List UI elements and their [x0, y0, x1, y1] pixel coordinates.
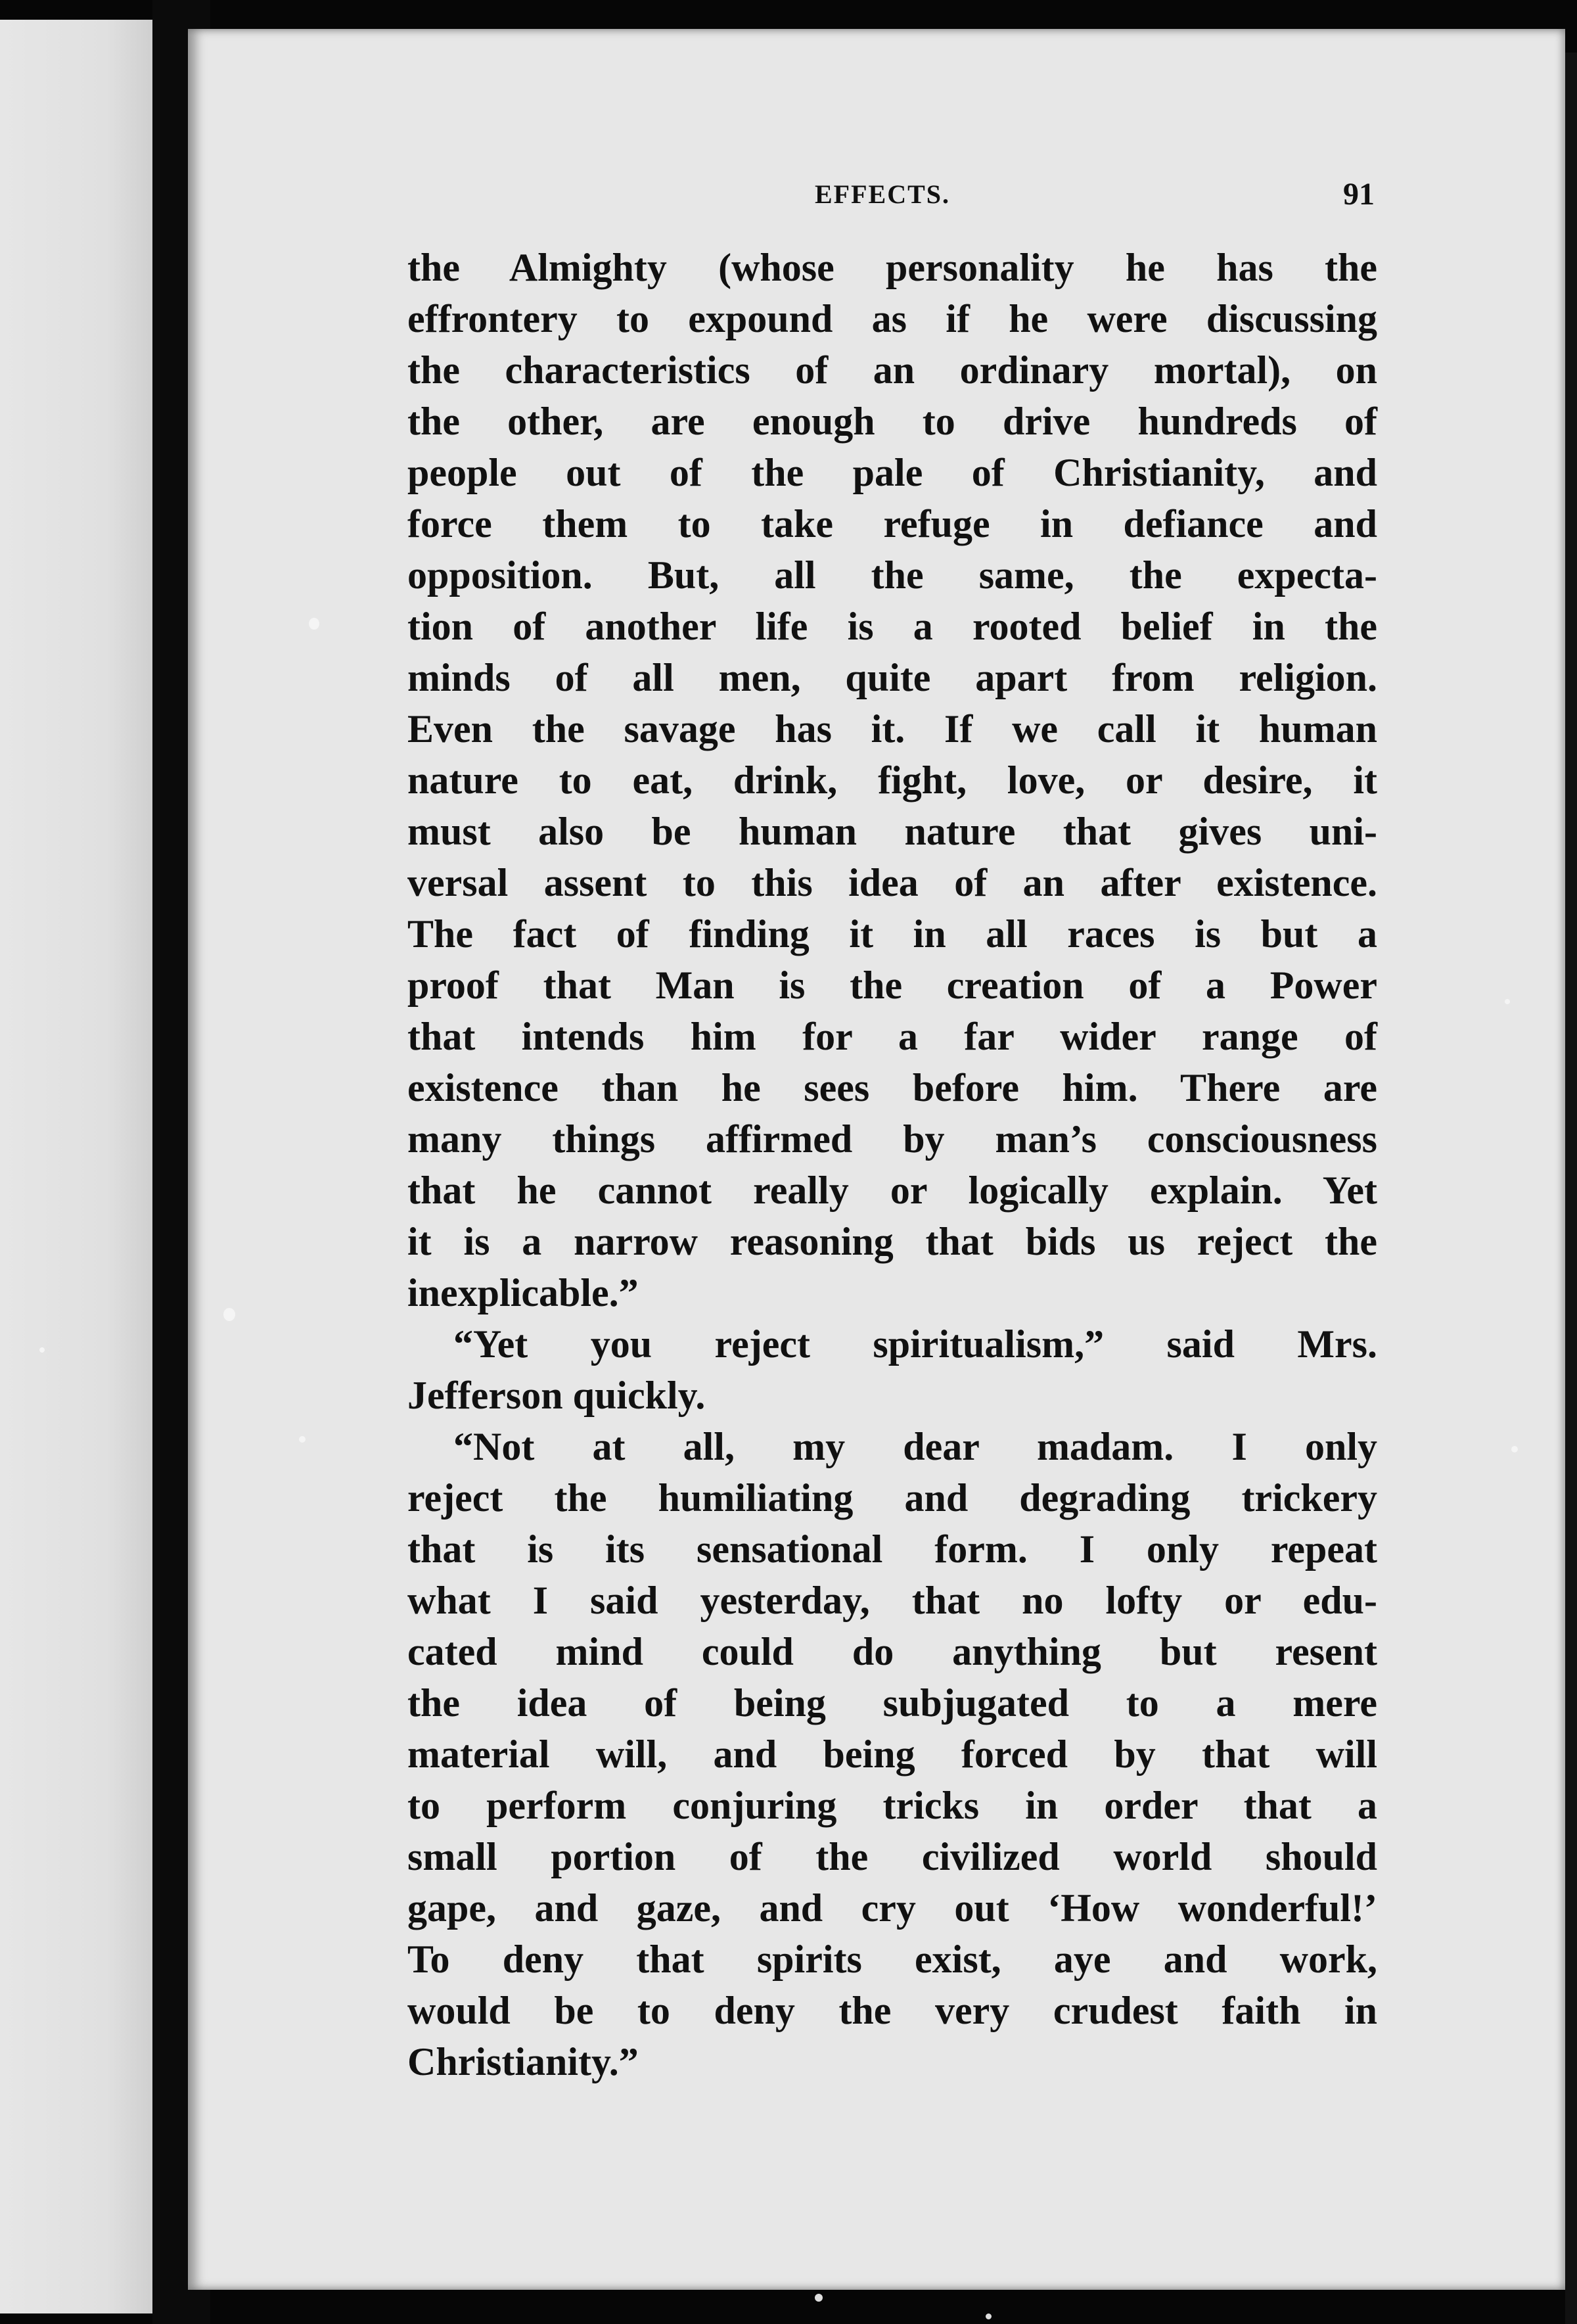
text-line: the characteristics of an ordinary mortal), on — [407, 348, 1377, 392]
text-line: people out of the pale of Christianity, and — [407, 451, 1377, 494]
page-number: 91 — [1343, 177, 1375, 212]
text-line: gape, and gaze, and cry out ‘How wonderful!’ — [407, 1886, 1377, 1930]
text-line: The fact of finding it in all races is but a — [407, 912, 1377, 956]
scan-speck — [299, 1436, 306, 1443]
text-line: inexplicable.” — [407, 1271, 639, 1314]
right-border — [1565, 53, 1577, 2324]
text-line: Even the savage has it. If we call it human — [407, 707, 1377, 751]
text-line: nature to eat, drink, fight, love, or desire, it — [407, 758, 1377, 802]
text-line: must also be human nature that gives uni- — [407, 810, 1377, 853]
text-line: the other, are enough to drive hundreds of — [407, 400, 1377, 443]
text-line: “Not at all, my dear madam. I only — [453, 1425, 1377, 1468]
text-line: proof that Man is the creation of a Power — [407, 964, 1377, 1007]
text-line: existence than he sees before him. There are — [407, 1066, 1377, 1109]
running-title: EFFECTS. — [815, 179, 951, 209]
text-line: force them to take refuge in defiance and — [407, 502, 1377, 546]
text-line: Christianity.” — [407, 2040, 639, 2083]
text-line: “Yet you reject spiritualism,” said Mrs. — [453, 1322, 1377, 1366]
text-line: To deny that spirits exist, aye and work, — [407, 1938, 1377, 1981]
text-line: cated mind could do anything but resent — [407, 1630, 1377, 1673]
text-line: opposition. But, all the same, the expecta- — [407, 553, 1377, 597]
text-line: would be to deny the very crudest faith in — [407, 1989, 1377, 2032]
scan-speck — [1511, 1446, 1518, 1452]
page-header — [407, 179, 1375, 218]
text-line: it is a narrow reasoning that bids us reject the — [407, 1220, 1377, 1263]
text-line: minds of all men, quite apart from religion. — [407, 656, 1377, 699]
scan-speck — [309, 618, 319, 630]
text-line: material will, and being forced by that will — [407, 1732, 1377, 1776]
body-text — [407, 242, 1377, 2087]
text-line: what I said yesterday, that no lofty or edu- — [407, 1579, 1377, 1622]
text-line: Jefferson quickly. — [407, 1374, 706, 1417]
text-line: effrontery to expound as if he were discussing — [407, 297, 1377, 340]
text-line: the Almighty (whose personality he has the — [407, 246, 1377, 289]
scan-speck — [986, 2313, 992, 2319]
scan-speck — [39, 1347, 45, 1353]
text-line: many things affirmed by man’s consciousness — [407, 1117, 1377, 1161]
text-line: small portion of the civilized world should — [407, 1835, 1377, 1878]
text-line: that intends him for a far wider range of — [407, 1015, 1377, 1058]
text-line: that is its sensational form. I only repeat — [407, 1527, 1377, 1571]
left-page-edge — [0, 20, 152, 2313]
text-line: the idea of being subjugated to a mere — [407, 1681, 1377, 1725]
text-line: reject the humiliating and degrading trickery — [407, 1476, 1377, 1520]
scan-speck — [223, 1308, 235, 1321]
text-line: versal assent to this idea of an after existence. — [407, 861, 1377, 904]
text-line: that he cannot really or logically explain. Yet — [407, 1169, 1377, 1212]
scan-speck — [815, 2294, 823, 2302]
text-line: tion of another life is a rooted belief in the — [407, 605, 1377, 648]
scan-speck — [1505, 999, 1510, 1004]
text-line: to perform conjuring tricks in order that a — [407, 1784, 1377, 1827]
